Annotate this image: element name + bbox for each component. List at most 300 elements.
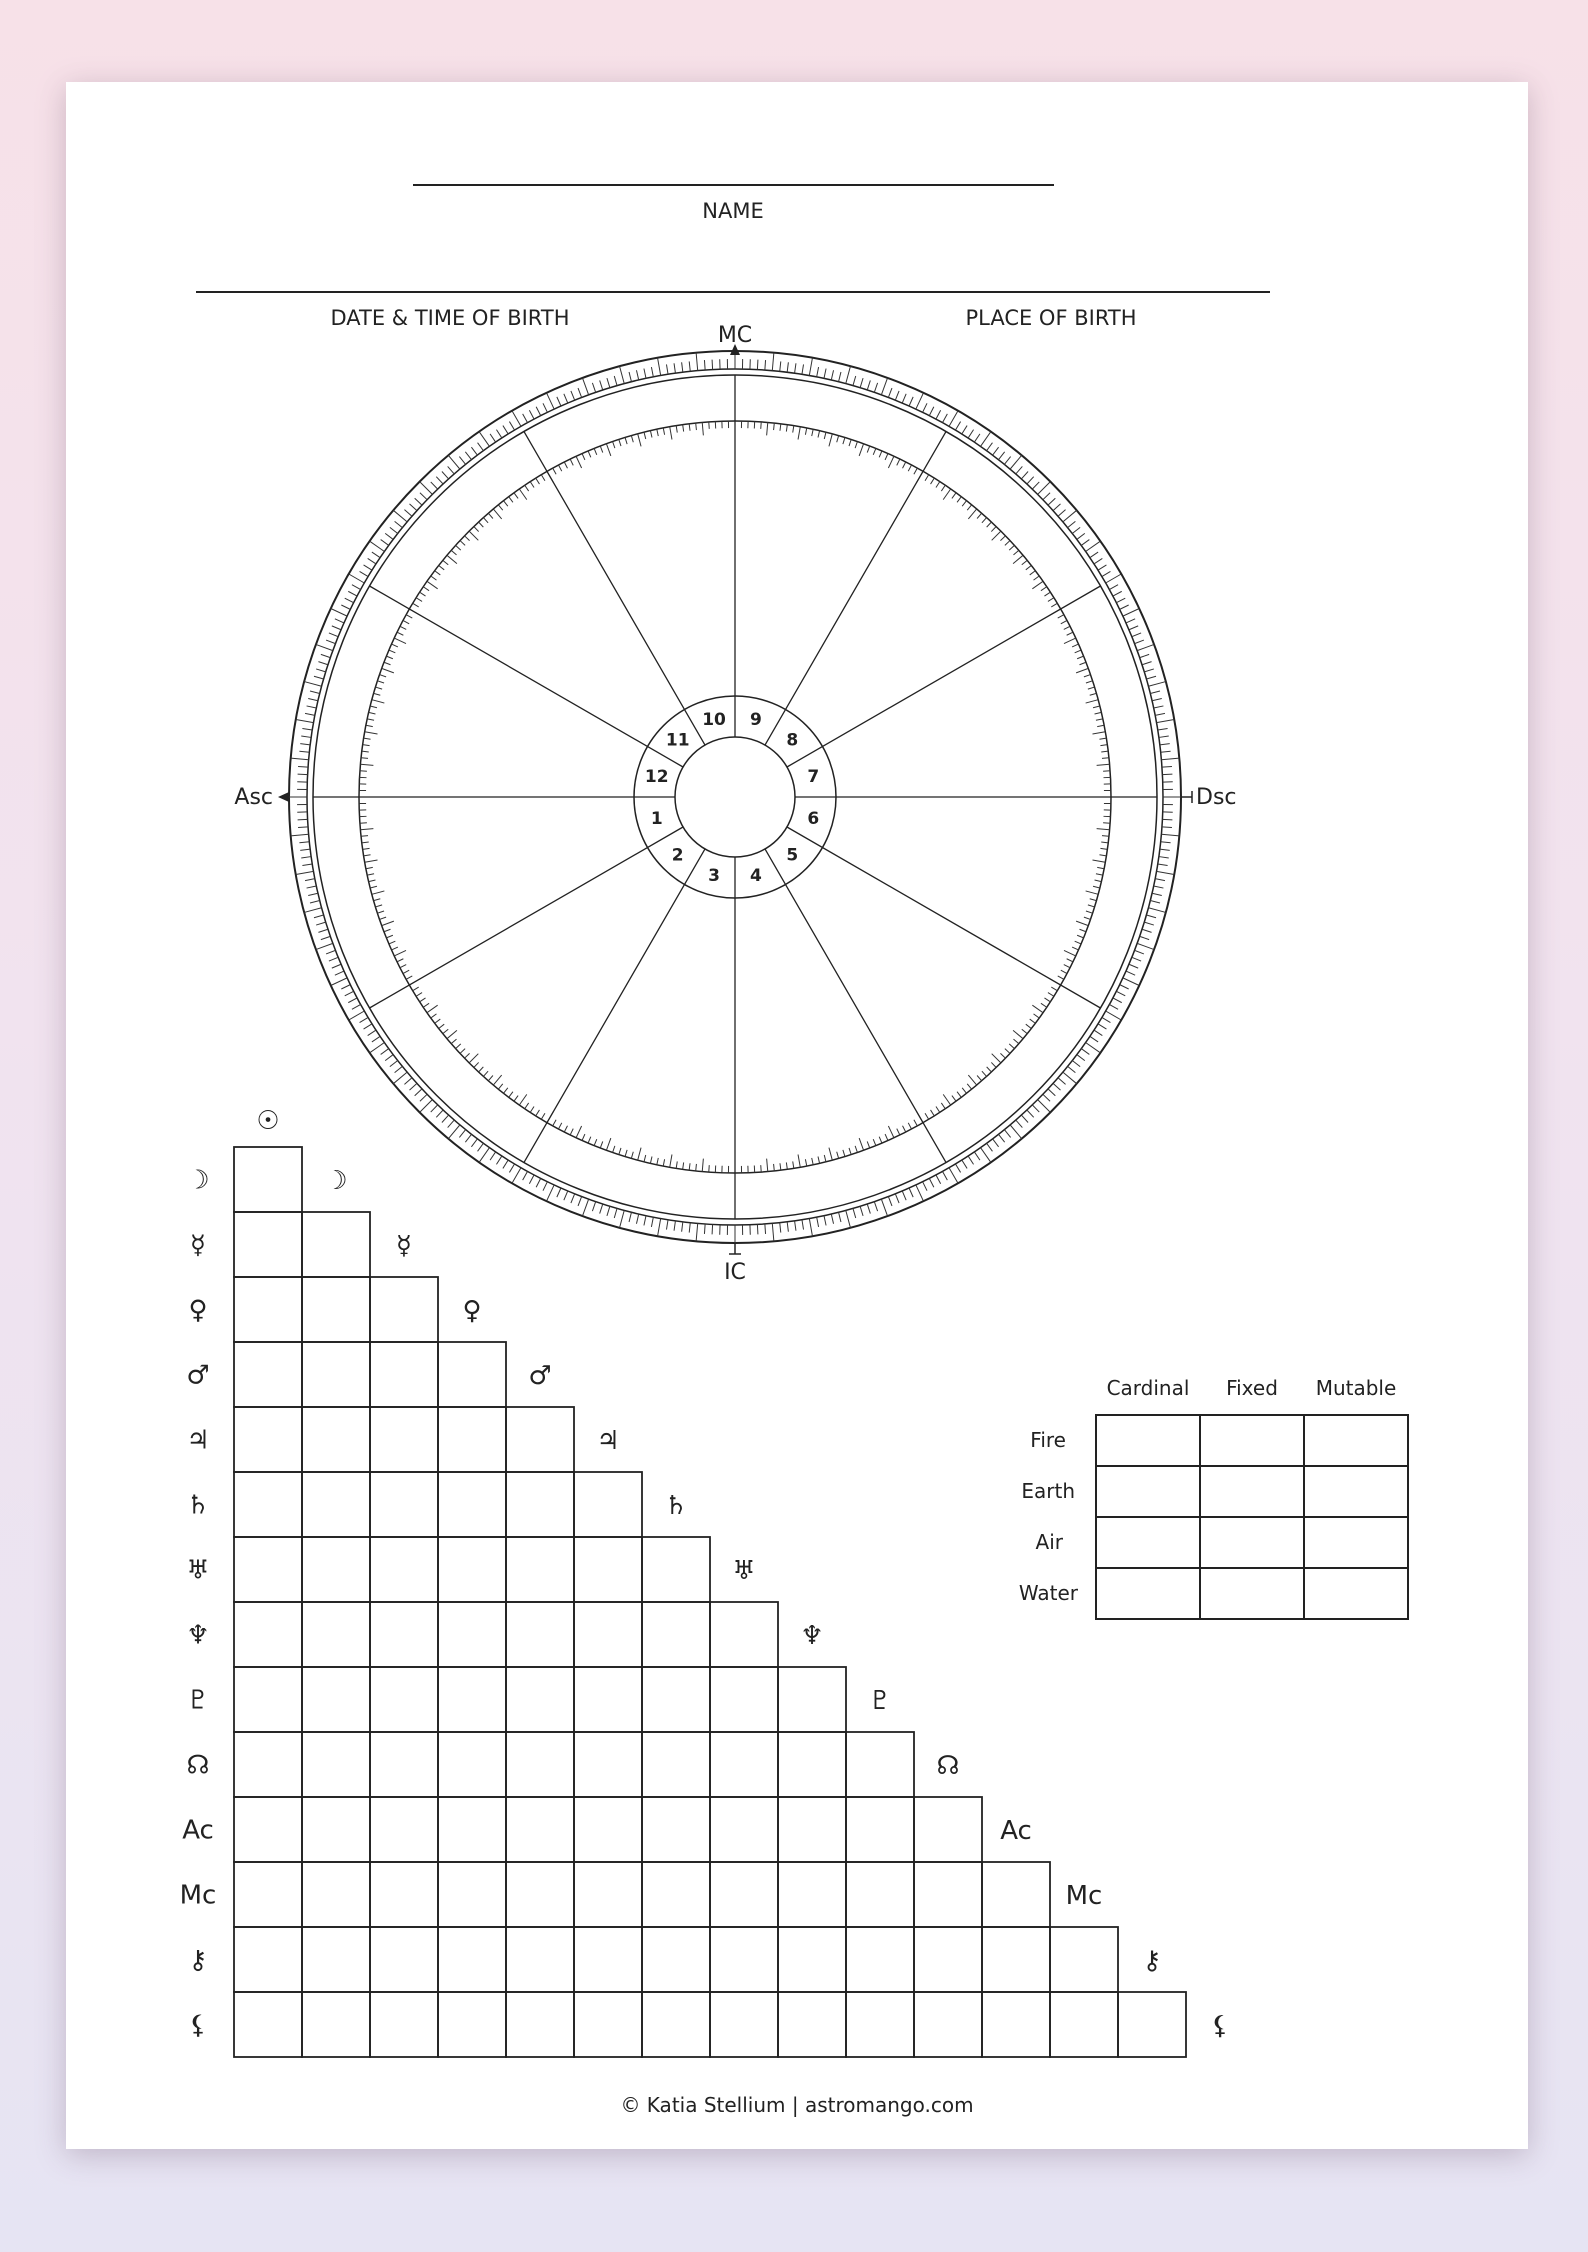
scale-tick: [676, 426, 677, 433]
scale-tick: [504, 501, 508, 507]
uranus-glyph-icon: ♅: [732, 1556, 756, 1586]
scale-tick: [553, 1120, 556, 1126]
degree-tick: [523, 1171, 528, 1180]
degree-tick: [993, 1139, 999, 1147]
degree-tick: [547, 393, 555, 409]
scale-tick: [576, 1126, 581, 1138]
degree-tick: [817, 367, 819, 377]
aspect-cell[interactable]: [438, 1732, 506, 1797]
aspect-cell[interactable]: [234, 1147, 302, 1212]
scale-tick: [1095, 712, 1102, 714]
ascendant-row-glyph-icon: Ac: [182, 1815, 214, 1846]
degree-tick: [420, 1094, 427, 1101]
aspect-cell[interactable]: [302, 1927, 370, 1992]
aspect-cell[interactable]: [778, 1667, 846, 1732]
midheaven-row-glyph-icon: Mc: [179, 1880, 217, 1911]
scale-tick: [370, 706, 377, 708]
scale-tick: [1099, 738, 1106, 739]
aspect-cell[interactable]: [234, 1342, 302, 1407]
degree-tick: [1161, 834, 1179, 836]
aspect-cell[interactable]: [234, 1472, 302, 1537]
scale-tick: [631, 436, 633, 443]
degree-tick: [1032, 1105, 1039, 1112]
aspect-cell[interactable]: [438, 1342, 506, 1407]
degree-tick: [592, 1202, 595, 1211]
house-cusp-line: [765, 849, 946, 1163]
degree-tick: [410, 1083, 417, 1090]
degree-tick: [674, 1221, 675, 1231]
degree-tick: [368, 558, 376, 563]
col-header-mutable: Mutable: [1315, 1376, 1397, 1400]
scale-tick: [1088, 687, 1095, 689]
aspect-cell[interactable]: [234, 1602, 302, 1667]
scale-tick: [1064, 965, 1070, 968]
aspect-cell[interactable]: [438, 1472, 506, 1537]
scale-tick: [1044, 998, 1050, 1002]
scale-tick: [780, 1163, 781, 1170]
aspect-cell[interactable]: [302, 1537, 370, 1602]
aspect-cell[interactable]: [438, 1667, 506, 1732]
degree-tick: [1148, 908, 1165, 913]
scale-tick: [1044, 592, 1050, 596]
scale-tick: [362, 751, 369, 752]
aspect-cell[interactable]: [574, 1472, 642, 1537]
degree-tick: [1086, 541, 1101, 551]
scale-tick: [600, 1141, 603, 1148]
scale-tick: [488, 513, 493, 518]
scale-tick: [805, 1159, 806, 1166]
aspect-cell[interactable]: [506, 1472, 574, 1537]
degree-tick: [543, 1182, 547, 1191]
aspect-cell[interactable]: [778, 1797, 846, 1862]
scale-tick: [683, 425, 684, 432]
aspect-cell[interactable]: [642, 1602, 710, 1667]
degree-tick: [1156, 871, 1174, 874]
asc-label: Asc: [234, 785, 273, 810]
degree-tick: [765, 360, 766, 370]
degree-tick: [1123, 978, 1139, 986]
degree-tick: [658, 358, 661, 376]
degree-tick: [304, 908, 321, 913]
aspect-cell[interactable]: [574, 1862, 642, 1927]
aspect-cell[interactable]: [302, 1667, 370, 1732]
aspect-cell[interactable]: [302, 1862, 370, 1927]
scale-tick: [369, 712, 376, 714]
scale-tick: [384, 662, 391, 665]
aspect-cell[interactable]: [778, 1732, 846, 1797]
aspect-cell[interactable]: [506, 1797, 574, 1862]
aspect-cell[interactable]: [234, 1862, 302, 1927]
scale-tick: [897, 1129, 900, 1135]
degree-tick: [415, 1089, 422, 1096]
aspect-cell[interactable]: [710, 1992, 778, 2057]
aspect-cell[interactable]: [438, 1537, 506, 1602]
aspect-cell[interactable]: [370, 1602, 438, 1667]
scale-tick: [962, 1088, 966, 1094]
degree-tick: [1090, 1036, 1098, 1042]
aspect-cell[interactable]: [234, 1212, 302, 1277]
degree-tick: [1132, 633, 1141, 637]
scale-tick: [530, 482, 534, 488]
scale-tick: [582, 454, 585, 460]
aspect-cell[interactable]: [370, 1992, 438, 2057]
aspect-cell[interactable]: [302, 1277, 370, 1342]
degree-tick: [536, 1178, 541, 1187]
scale-tick: [1022, 1029, 1027, 1033]
degree-tick: [415, 498, 422, 505]
degree-tick: [471, 1139, 477, 1147]
degree-tick: [592, 383, 595, 392]
lilith-glyph-icon: ⚸: [1210, 2011, 1230, 2041]
aspect-cell[interactable]: [574, 1732, 642, 1797]
degree-tick: [895, 391, 899, 400]
aspect-cell[interactable]: [302, 1342, 370, 1407]
degree-tick: [916, 393, 924, 409]
scale-tick: [1101, 751, 1108, 752]
scale-tick: [957, 497, 961, 503]
aspect-cell[interactable]: [302, 1472, 370, 1537]
degree-tick: [578, 388, 582, 397]
scale-tick: [374, 693, 381, 695]
aspect-cell[interactable]: [370, 1732, 438, 1797]
degree-tick: [949, 1168, 958, 1184]
degree-tick: [1010, 1125, 1022, 1139]
scale-tick: [650, 1157, 652, 1164]
aspect-cell[interactable]: [574, 1927, 642, 1992]
aspect-cell[interactable]: [710, 1797, 778, 1862]
scale-tick: [504, 1088, 508, 1094]
scale-tick: [361, 758, 368, 759]
aspect-cell[interactable]: [506, 1862, 574, 1927]
degree-tick: [846, 1210, 851, 1227]
aspect-cell[interactable]: [370, 1407, 438, 1472]
degree-tick: [636, 1214, 638, 1224]
scale-tick: [564, 462, 567, 468]
scale-tick: [1061, 970, 1067, 973]
scale-tick: [936, 482, 940, 488]
scale-tick: [416, 598, 422, 602]
aspect-cell[interactable]: [914, 1862, 982, 1927]
scale-tick: [1041, 1003, 1047, 1007]
aspect-cell[interactable]: [234, 1537, 302, 1602]
degree-tick: [909, 1188, 913, 1197]
scale-tick: [519, 489, 526, 500]
degree-tick: [1053, 504, 1060, 511]
aspect-cell[interactable]: [914, 1797, 982, 1862]
aspect-cell[interactable]: [574, 1667, 642, 1732]
scale-tick: [855, 1146, 857, 1153]
scale-tick: [400, 965, 406, 968]
degree-tick: [999, 452, 1005, 460]
degree-tick: [335, 619, 344, 623]
scale-tick: [812, 429, 813, 436]
degree-tick: [564, 1191, 568, 1200]
saturn-glyph-icon: ♄: [664, 1491, 688, 1521]
scale-tick: [903, 1126, 906, 1132]
degree-tick: [712, 360, 713, 370]
degree-tick: [1106, 1011, 1122, 1020]
degree-tick: [689, 1223, 690, 1233]
degree-tick: [385, 533, 393, 539]
aspect-cell[interactable]: [574, 1602, 642, 1667]
house-number-7: 7: [807, 767, 820, 788]
degree-tick: [1086, 1042, 1101, 1052]
mercury-row-glyph-icon: ☿: [190, 1230, 206, 1261]
aspect-cell[interactable]: [1050, 1992, 1118, 2057]
degree-tick: [490, 434, 496, 442]
aspect-cell[interactable]: [370, 1797, 438, 1862]
degree-tick: [895, 1194, 899, 1203]
mars-row-glyph-icon: ♂: [186, 1360, 210, 1391]
aspect-cell[interactable]: [438, 1862, 506, 1927]
aspect-cell[interactable]: [234, 1797, 302, 1862]
degree-tick: [949, 411, 958, 427]
aspect-cell[interactable]: [370, 1472, 438, 1537]
house-number-5: 5: [786, 845, 799, 866]
aspect-cell[interactable]: [234, 1927, 302, 1992]
scale-tick: [1067, 632, 1073, 635]
scale-tick: [1100, 848, 1107, 849]
degree-tick: [874, 1202, 877, 1211]
aspect-cell[interactable]: [302, 1602, 370, 1667]
degree-tick: [923, 403, 927, 412]
degree-tick: [305, 879, 315, 881]
aspect-cell[interactable]: [302, 1797, 370, 1862]
scale-tick: [553, 468, 556, 474]
aspect-cell[interactable]: [846, 1862, 914, 1927]
scale-tick: [509, 497, 513, 503]
aspect-cell[interactable]: [710, 1602, 778, 1667]
scale-tick: [873, 1139, 876, 1145]
scale-tick: [1026, 566, 1032, 570]
scale-tick: [663, 1159, 664, 1166]
aspect-cell[interactable]: [574, 1797, 642, 1862]
aspect-cell[interactable]: [506, 1732, 574, 1797]
scale-tick: [657, 1158, 658, 1165]
scale-tick: [879, 451, 882, 457]
aspect-cell[interactable]: [642, 1667, 710, 1732]
aspect-cell[interactable]: [642, 1927, 710, 1992]
degree-tick: [431, 482, 438, 489]
degree-tick: [1120, 985, 1129, 989]
degree-tick: [1063, 1072, 1077, 1084]
degree-tick: [1043, 493, 1050, 500]
degree-tick: [512, 1168, 521, 1184]
degree-tick: [1098, 565, 1106, 570]
aspect-cell[interactable]: [438, 1602, 506, 1667]
degree-tick: [1160, 744, 1170, 745]
house-number-6: 6: [807, 808, 820, 829]
scale-tick: [362, 842, 369, 843]
scale-tick: [370, 886, 377, 888]
aspect-cell[interactable]: [846, 1992, 914, 2057]
aspect-cell[interactable]: [914, 1927, 982, 1992]
aspect-cell[interactable]: [710, 1667, 778, 1732]
scale-tick: [1075, 650, 1081, 653]
aspect-cell[interactable]: [642, 1797, 710, 1862]
aspect-cell[interactable]: [370, 1927, 438, 1992]
degree-tick: [1162, 766, 1172, 767]
aspect-cell[interactable]: [710, 1732, 778, 1797]
aspect-cell[interactable]: [438, 1407, 506, 1472]
scale-tick: [855, 441, 857, 448]
aspect-cell[interactable]: [1050, 1927, 1118, 1992]
degree-tick: [332, 964, 341, 968]
scale-tick: [382, 668, 394, 672]
degree-tick: [780, 1223, 781, 1233]
scale-tick: [439, 1024, 445, 1028]
degree-tick: [1150, 901, 1160, 903]
scale-tick: [1102, 758, 1109, 759]
aspect-cell[interactable]: [778, 1862, 846, 1927]
aspect-cell[interactable]: [370, 1862, 438, 1927]
scale-tick: [888, 1126, 893, 1138]
aspect-cell[interactable]: [302, 1212, 370, 1277]
aspect-cell[interactable]: [506, 1927, 574, 1992]
aspect-cell[interactable]: [506, 1667, 574, 1732]
aspect-cell[interactable]: [642, 1537, 710, 1602]
aspect-cell[interactable]: [370, 1537, 438, 1602]
scale-tick: [1013, 550, 1018, 555]
aspect-cell[interactable]: [370, 1277, 438, 1342]
aspect-cell[interactable]: [778, 1992, 846, 2057]
degree-tick: [636, 370, 638, 380]
scale-tick: [696, 423, 697, 430]
aspect-cell[interactable]: [982, 1992, 1050, 2057]
scale-tick: [600, 446, 603, 453]
house-cusp-line: [787, 827, 1101, 1008]
scale-tick: [888, 456, 893, 468]
aspect-cell[interactable]: [438, 1992, 506, 2057]
aspect-cell[interactable]: [574, 1537, 642, 1602]
scale-tick: [650, 431, 652, 438]
degree-tick: [318, 929, 328, 932]
aspect-cell[interactable]: [574, 1992, 642, 2057]
scale-tick: [1058, 615, 1064, 618]
aspect-cell[interactable]: [710, 1862, 778, 1927]
aspect-cell[interactable]: [438, 1927, 506, 1992]
scale-tick: [914, 1120, 917, 1126]
scale-tick: [394, 950, 406, 955]
degree-tick: [332, 626, 341, 630]
aspect-cell[interactable]: [846, 1732, 914, 1797]
aspect-cell[interactable]: [370, 1667, 438, 1732]
scale-tick: [1000, 1053, 1005, 1058]
degree-tick: [1155, 713, 1165, 715]
degree-tick: [1161, 842, 1171, 843]
aspect-cell[interactable]: [642, 1732, 710, 1797]
scale-tick: [397, 632, 403, 635]
house-number-10: 10: [702, 709, 726, 730]
house-number-2: 2: [671, 845, 684, 866]
scale-tick: [936, 1106, 940, 1112]
scale-tick: [702, 422, 703, 435]
aspect-cell[interactable]: [846, 1927, 914, 1992]
degree-tick: [1132, 957, 1141, 961]
degree-tick: [916, 1185, 924, 1201]
name-label: NAME: [702, 199, 764, 223]
degree-tick: [867, 380, 870, 390]
aspect-cell[interactable]: [778, 1927, 846, 1992]
scale-tick: [818, 1157, 820, 1164]
degree-tick: [1058, 1078, 1066, 1085]
scale-tick: [885, 1134, 888, 1140]
aspect-cell[interactable]: [642, 1992, 710, 2057]
place-label: PLACE OF BIRTH: [965, 306, 1137, 330]
scale-tick: [1022, 560, 1027, 564]
worksheet-drawing: [66, 82, 1528, 2149]
degree-tick: [582, 1199, 588, 1216]
degree-tick: [644, 369, 646, 379]
degree-tick: [802, 364, 804, 374]
aspect-cell[interactable]: [370, 1342, 438, 1407]
center-circle: [675, 737, 795, 857]
degree-tick: [436, 1110, 443, 1117]
degree-tick: [757, 1224, 758, 1234]
scale-tick: [1100, 745, 1107, 746]
degree-tick: [395, 521, 403, 527]
scale-tick: [1009, 1044, 1014, 1049]
degree-tick: [651, 1217, 653, 1227]
degree-tick: [335, 971, 344, 975]
aspect-cell[interactable]: [982, 1862, 1050, 1927]
scale-tick: [992, 1054, 1001, 1063]
scale-tick: [386, 656, 392, 659]
aspect-cell[interactable]: [438, 1797, 506, 1862]
scale-tick: [977, 513, 982, 518]
degree-tick: [370, 541, 385, 551]
scale-tick: [1097, 764, 1110, 765]
degree-tick: [1004, 457, 1010, 465]
aspect-cell[interactable]: [234, 1992, 302, 2057]
scale-tick: [1067, 959, 1073, 962]
aspect-cell[interactable]: [302, 1732, 370, 1797]
scale-tick: [469, 531, 478, 540]
aspect-cell[interactable]: [234, 1277, 302, 1342]
aspect-cell[interactable]: [506, 1407, 574, 1472]
aspect-cell[interactable]: [914, 1992, 982, 2057]
aspect-cell[interactable]: [982, 1927, 1050, 1992]
degree-tick: [442, 1115, 449, 1122]
aspect-cell[interactable]: [234, 1407, 302, 1472]
aspect-cell[interactable]: [506, 1537, 574, 1602]
scale-tick: [1076, 921, 1088, 925]
aspect-cell[interactable]: [234, 1732, 302, 1797]
degree-tick: [1126, 619, 1135, 623]
aspect-cell[interactable]: [302, 1992, 370, 2057]
aspect-cell[interactable]: [642, 1862, 710, 1927]
degree-tick: [1068, 1066, 1076, 1072]
degree-tick: [393, 510, 407, 522]
scale-tick: [987, 522, 992, 527]
aspect-cell[interactable]: [710, 1927, 778, 1992]
scale-tick: [606, 444, 610, 456]
degree-tick: [302, 864, 312, 866]
aspect-cell[interactable]: [506, 1992, 574, 2057]
aspect-grid-diagonal-glyphs: [256, 1106, 1229, 2041]
aspect-cell[interactable]: [846, 1797, 914, 1862]
scale-tick: [663, 428, 664, 435]
aspect-cell[interactable]: [302, 1407, 370, 1472]
scale-tick: [456, 545, 461, 550]
aspect-cell[interactable]: [234, 1667, 302, 1732]
aspect-cell[interactable]: [1118, 1992, 1186, 2057]
degree-tick: [765, 1224, 766, 1234]
aspect-cell[interactable]: [506, 1602, 574, 1667]
scale-tick: [914, 468, 917, 474]
degree-tick: [360, 571, 369, 576]
scale-tick: [829, 1148, 832, 1161]
